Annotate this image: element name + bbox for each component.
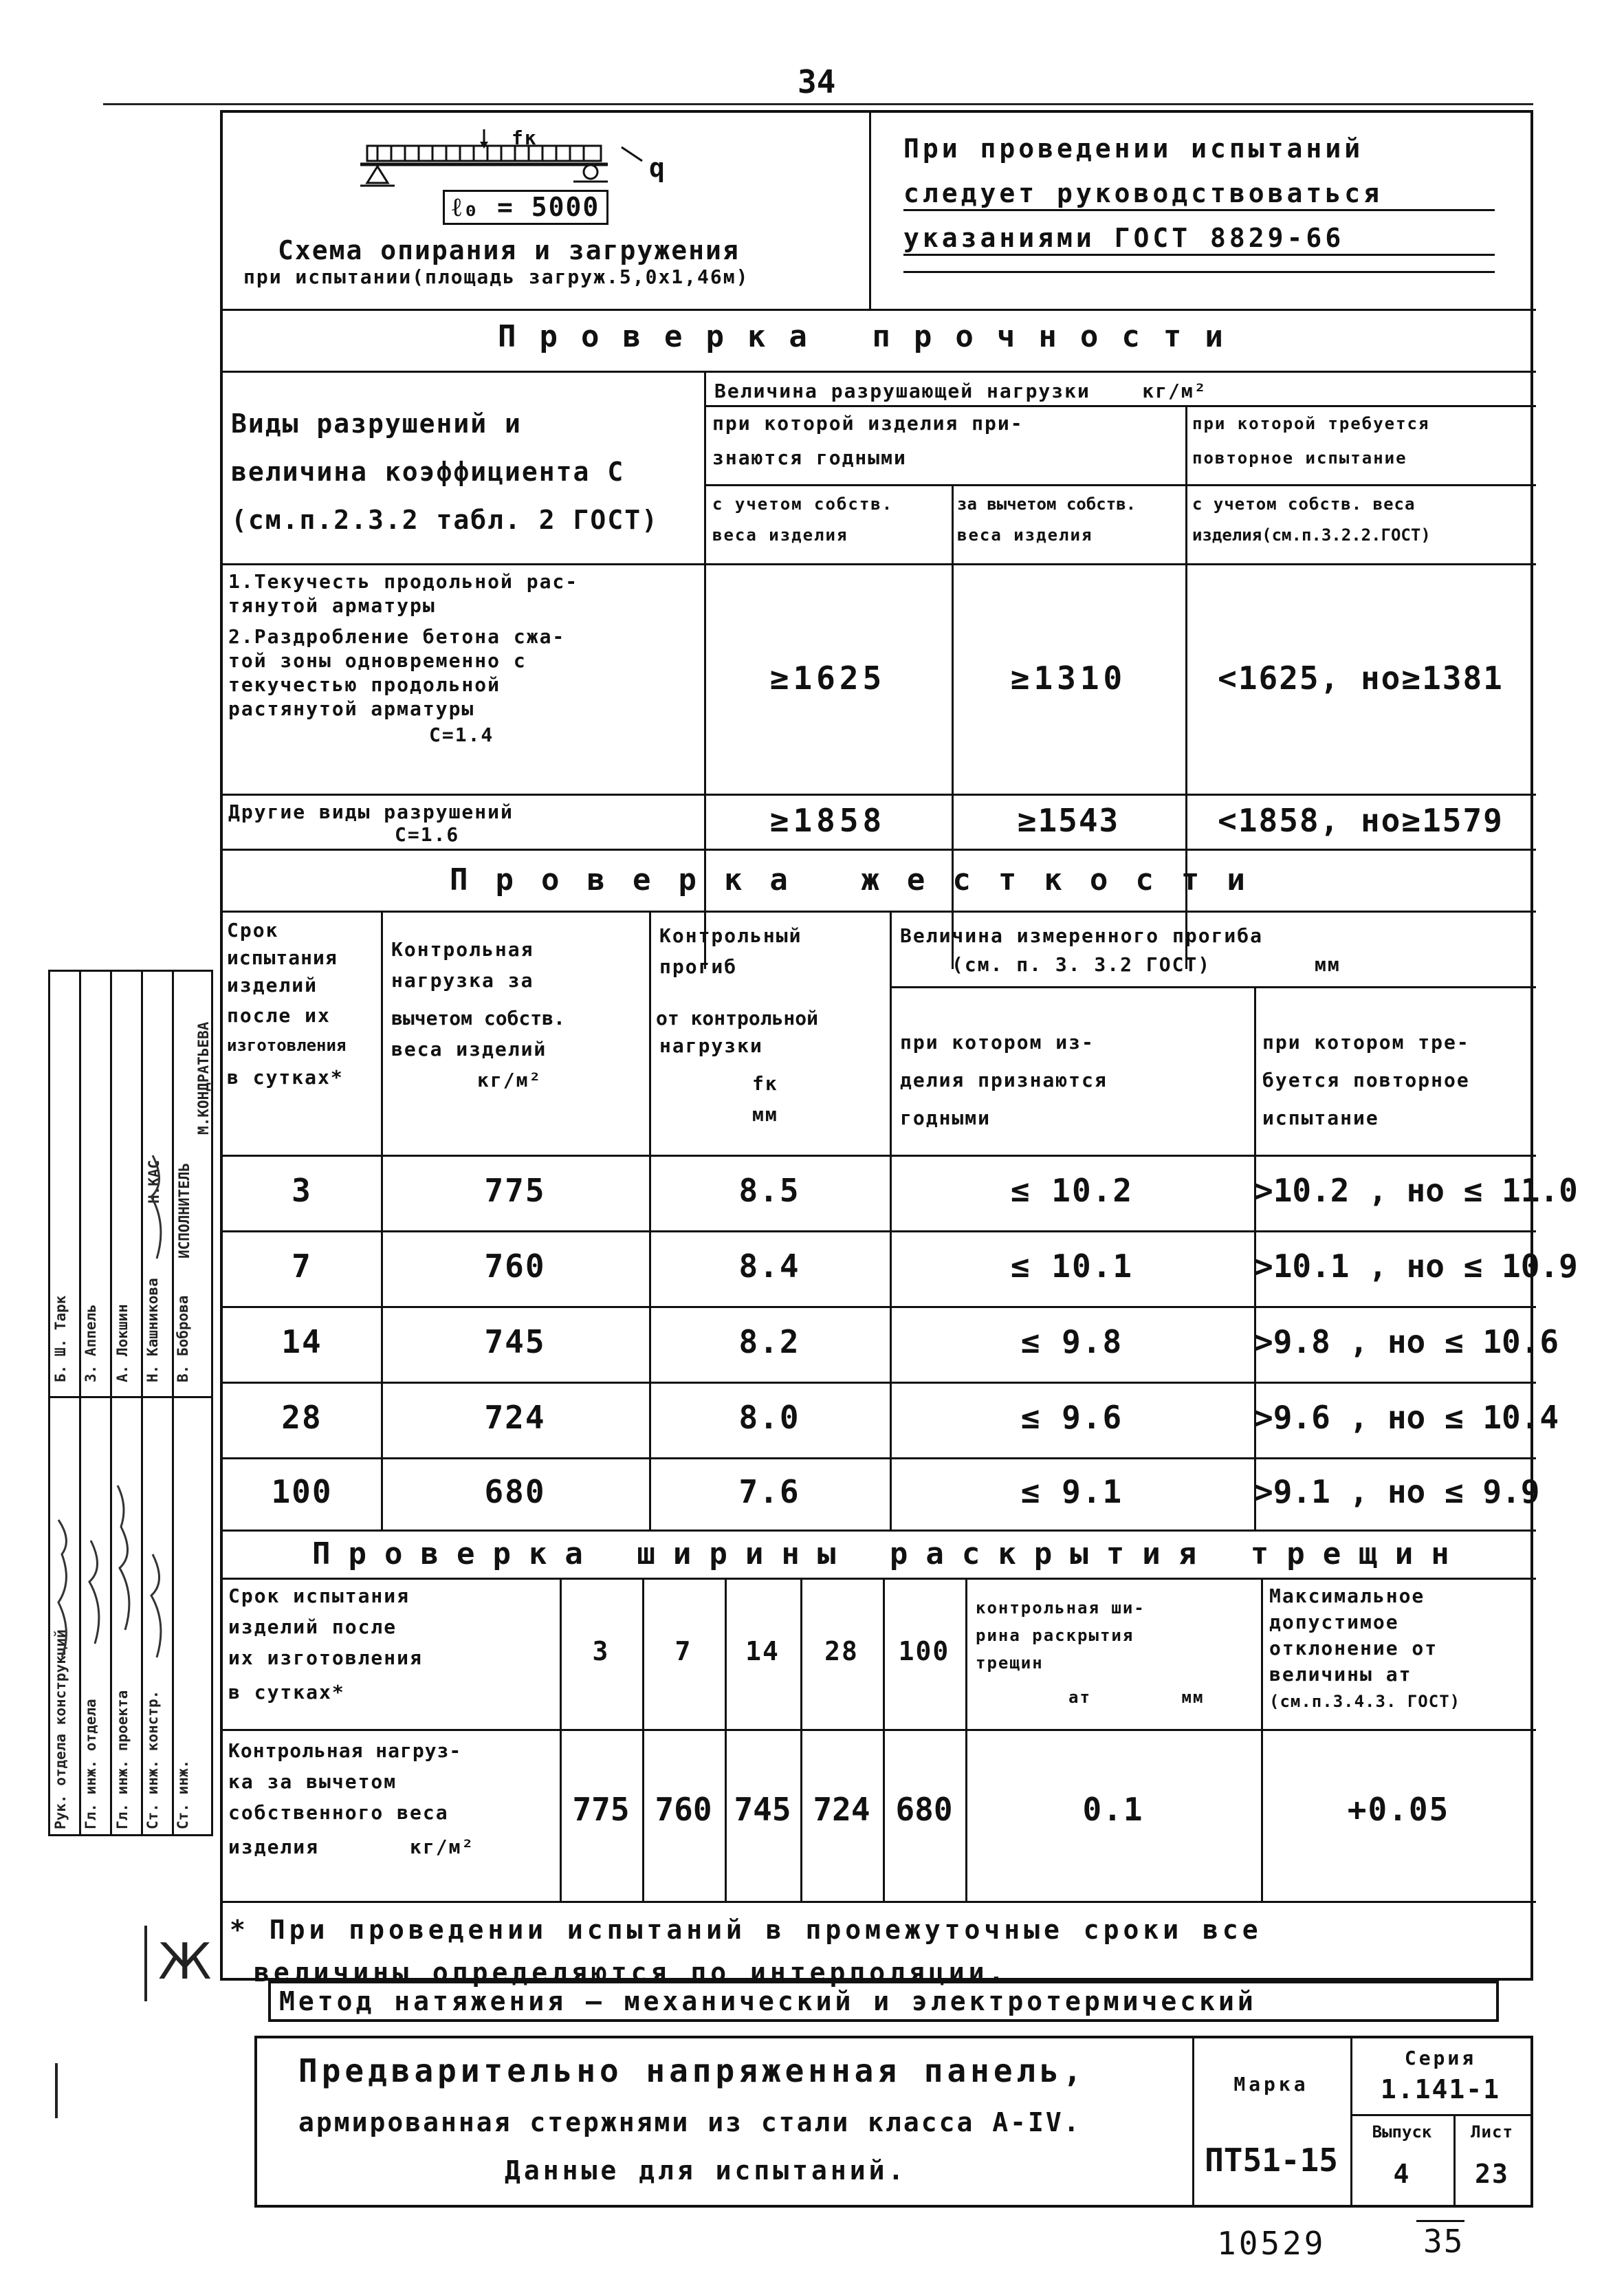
cracks-age-label-3: их изготовления xyxy=(228,1646,423,1669)
defl-header-1: Контрольный xyxy=(659,924,802,947)
without-header-2: веса изделия xyxy=(957,525,1093,545)
strength-row1-without: ≥1310 xyxy=(1010,660,1127,697)
cracks-day-5: 100 xyxy=(898,1636,950,1666)
load-header-4: веса изделий xyxy=(391,1038,547,1060)
top-rule xyxy=(103,103,1533,105)
strength-kind-2: величина коэффициента С xyxy=(231,457,625,487)
cracks-dev-header-1: Максимальное xyxy=(1269,1585,1425,1607)
signature-stamp xyxy=(48,970,213,1836)
cracks-age-label-2: изделий после xyxy=(228,1615,397,1638)
stamp-col-3: М.КОНДРАТЬЕВА xyxy=(195,1021,212,1135)
stamp-name-4: Н. Кашникова xyxy=(144,1278,161,1382)
note-line-1: При проведении испытаний xyxy=(903,133,1364,164)
stamp-name-3: А. Локшин xyxy=(114,1304,131,1382)
retest-with-header-2: изделия(см.п.3.2.2.ГОСТ) xyxy=(1192,525,1431,545)
retest-header-2: повторное испытание xyxy=(1192,448,1407,468)
note-line-3: указаниями ГОСТ 8829-66 xyxy=(903,223,1345,253)
stiffness-title: Проверка жесткости xyxy=(450,862,1273,897)
cracks-load-5: 680 xyxy=(895,1791,953,1828)
footnote-line-1: * При проведении испытаний в промежуточные сроки все xyxy=(230,1915,1262,1945)
cracks-width-header-1: контрольная ши- xyxy=(976,1598,1145,1618)
marka-label: Марка xyxy=(1233,2073,1309,2096)
stiff-row4-retest: >9.6 , но ≤ 10.4 xyxy=(1254,1399,1559,1436)
cracks-day-4: 28 xyxy=(824,1636,859,1666)
binding-mark xyxy=(55,2063,58,2118)
strength-title: Проверка прочности xyxy=(498,319,1247,354)
with-header-1: с учетом собств. xyxy=(712,494,894,514)
stamp-role-4: Ст. инж. констр. xyxy=(144,1690,161,1829)
stiff-row5-age: 100 xyxy=(271,1473,333,1510)
note-line-2: следует руководствоваться xyxy=(903,178,1383,208)
strength-kind-1: Виды разрушений и xyxy=(231,409,522,439)
stamp-name-5: В. Боброва xyxy=(175,1295,191,1382)
cracks-load-2: 760 xyxy=(655,1791,712,1828)
stamp-role-2: Гл. инж. отдела xyxy=(83,1699,99,1829)
strength-row1-kind-2: тянутой арматуры xyxy=(228,594,436,617)
strength-row1-kind-7: С=1.4 xyxy=(429,723,494,746)
stamp-col-2: ИСПОЛНИТЕЛЬ xyxy=(176,1162,193,1259)
defl-header-6: мм xyxy=(752,1103,778,1126)
strength-row2-with: ≥1858 xyxy=(769,802,886,839)
load-header-3: вычетом собств. xyxy=(391,1007,565,1030)
cracks-day-1: 3 xyxy=(592,1636,610,1666)
issue-label: Выпуск xyxy=(1372,2122,1432,2142)
cracks-dev-header-5: (см.п.3.4.3. ГОСТ) xyxy=(1269,1692,1461,1711)
strength-load-header: Величина разрушающей нагрузки кг/м² xyxy=(714,380,1207,402)
footnote-line-2: величины определяются по интерполяции. xyxy=(254,1957,1009,1988)
cracks-load-label-3: собственного веса xyxy=(228,1801,449,1824)
strength-row1-kind-6: растянутой арматуры xyxy=(228,697,475,720)
title-name-3: Данные для испытаний. xyxy=(505,2155,908,2186)
measured-accept-3: годными xyxy=(900,1107,991,1129)
strength-row2-kind-1: Другие виды разрушений xyxy=(228,801,514,823)
cracks-title: Проверка ширины раскрытия трещин xyxy=(312,1536,1467,1571)
defl-header-3: от контрольной xyxy=(656,1007,819,1030)
cracks-age-label-1: Срок испытания xyxy=(228,1585,410,1607)
stiff-row1-defl: 8.5 xyxy=(738,1172,800,1209)
series-value: 1.141-1 xyxy=(1380,2074,1501,2104)
stiff-row5-accept: ≤ 9.1 xyxy=(1020,1473,1123,1510)
retest-with-header-1: с учетом собств. веса xyxy=(1192,494,1416,514)
strength-row1-kind-4: той зоны одновременно с xyxy=(228,649,527,672)
strength-kind-3: (см.п.2.3.2 табл. 2 ГОСТ) xyxy=(231,505,659,535)
strength-row1-retest: <1625, но≥1381 xyxy=(1218,660,1504,697)
stamp-name-1: Б. Ш. Тарк xyxy=(52,1295,69,1382)
age-header-1: Срок xyxy=(227,919,279,941)
load-header-1: Контрольная xyxy=(391,938,534,961)
cracks-dev-header-2: допустимое xyxy=(1269,1611,1399,1633)
margin-mark-rule xyxy=(144,1926,147,2001)
stiff-row2-retest: >10.1 , но ≤ 10.9 xyxy=(1254,1248,1578,1285)
cracks-dev-header-4: величины aт xyxy=(1269,1663,1412,1686)
span-label: ℓ₀ = 5000 xyxy=(443,190,608,225)
stamp-role-1: Рук. отдела конструкций xyxy=(52,1629,69,1829)
stamp-role-3: Гл. инж. проекта xyxy=(114,1690,131,1829)
method-label: Метод натяжения — механический и электротермический xyxy=(268,1981,1499,2022)
series-label: Серия xyxy=(1404,2047,1477,2069)
stiff-row3-age: 14 xyxy=(281,1323,322,1360)
accept-header-2: знаются годными xyxy=(712,446,907,469)
cracks-load-4: 724 xyxy=(813,1791,870,1828)
stamp-role-5: Ст. инж. xyxy=(175,1759,191,1829)
handwritten-signatures xyxy=(48,970,213,1836)
stiff-row2-accept: ≤ 10.1 xyxy=(1010,1248,1134,1285)
stiff-row3-defl: 8.2 xyxy=(738,1323,800,1360)
accept-header-1: при которой изделия при- xyxy=(712,412,1024,435)
strength-row1-kind-5: текучестью продольной xyxy=(228,673,501,696)
stiff-row1-retest: >10.2 , но ≤ 11.0 xyxy=(1254,1172,1578,1209)
measured-retest-1: при котором тре- xyxy=(1262,1031,1470,1054)
stiff-row2-age: 7 xyxy=(292,1248,312,1285)
issue-value: 4 xyxy=(1393,2159,1411,2189)
measured-accept-1: при котором из- xyxy=(900,1031,1095,1054)
cracks-width-header-4: aт мм xyxy=(1068,1688,1205,1707)
stiff-row5-load: 680 xyxy=(484,1473,546,1510)
load-header-5: кг/м² xyxy=(477,1069,542,1091)
deflection-label: fк xyxy=(512,127,538,149)
age-header-4: после их xyxy=(227,1004,331,1027)
stiff-row3-retest: >9.8 , но ≤ 10.6 xyxy=(1254,1323,1559,1360)
strength-row2-retest: <1858, но≥1579 xyxy=(1218,802,1504,839)
stiff-row5-retest: >9.1 , но ≤ 9.9 xyxy=(1254,1473,1540,1510)
cracks-width-header-2: рина раскрытия xyxy=(976,1626,1134,1645)
margin-mark: Ж xyxy=(158,1933,212,1990)
sheet-label: Лист xyxy=(1471,2122,1513,2142)
stiff-row3-accept: ≤ 9.8 xyxy=(1020,1323,1123,1360)
sheet-value: 23 xyxy=(1475,2159,1509,2189)
cracks-deviation-value: +0.05 xyxy=(1347,1791,1450,1828)
stiff-row5-defl: 7.6 xyxy=(738,1473,800,1510)
cracks-age-label-4: в сутках* xyxy=(228,1681,345,1703)
age-header-2: испытания xyxy=(227,946,338,969)
measured-retest-3: испытание xyxy=(1262,1107,1379,1129)
stamp-col-1: Н.КАС xyxy=(146,1160,162,1204)
cracks-day-3: 14 xyxy=(745,1636,780,1666)
cracks-day-2: 7 xyxy=(674,1636,692,1666)
age-header-3: изделий xyxy=(227,974,318,997)
stiff-row4-load: 724 xyxy=(484,1399,546,1436)
stiff-row2-load: 760 xyxy=(484,1248,546,1285)
scheme-caption-1: Схема опирания и загружения xyxy=(278,235,740,265)
cracks-dev-header-3: отклонение от xyxy=(1269,1637,1438,1659)
without-header-1: за вычетом собств. xyxy=(957,494,1137,514)
retest-header-1: при которой требуется xyxy=(1192,414,1430,433)
title-name-1: Предварительно напряженная панель, xyxy=(298,2052,1086,2089)
measured-retest-2: буется повторное xyxy=(1262,1069,1470,1091)
stiff-row4-defl: 8.0 xyxy=(738,1399,800,1436)
page-number: 34 xyxy=(798,63,836,100)
measured-header-2: (см. п. 3. 3.2 ГОСТ) мм xyxy=(952,953,1341,976)
stiff-row4-accept: ≤ 9.6 xyxy=(1020,1399,1123,1436)
loading-scheme xyxy=(326,127,683,230)
strength-row2-without: ≥1543 xyxy=(1017,802,1120,839)
stiff-row1-age: 3 xyxy=(292,1172,312,1209)
title-block xyxy=(254,2036,1533,2208)
stiff-row2-defl: 8.4 xyxy=(738,1248,800,1285)
bottom-page-number: 35 xyxy=(1423,2223,1464,2260)
stiff-row3-load: 745 xyxy=(484,1323,546,1360)
cracks-load-1: 775 xyxy=(572,1791,630,1828)
load-label: q xyxy=(649,153,666,183)
bottom-number-rule xyxy=(1416,2220,1464,2222)
cracks-width-header-3: трещин xyxy=(976,1653,1044,1673)
with-header-2: веса изделия xyxy=(712,525,848,545)
measured-accept-2: делия признаются xyxy=(900,1069,1108,1091)
strength-row2-kind-2: С=1.6 xyxy=(395,823,460,846)
strength-row1-kind-1: 1.Текучесть продольной рас- xyxy=(228,570,579,593)
age-header-6: в сутках* xyxy=(227,1066,344,1089)
strength-row1-with: ≥1625 xyxy=(769,660,886,697)
cracks-load-3: 745 xyxy=(734,1791,791,1828)
measured-header-1: Величина измеренного прогиба xyxy=(900,924,1264,947)
stamp-name-2: З. Аппель xyxy=(83,1304,99,1382)
load-header-2: нагрузка за xyxy=(391,969,534,992)
stiff-row4-age: 28 xyxy=(281,1399,322,1436)
marka-value: ПТ51-15 xyxy=(1205,2142,1338,2179)
archive-number: 10529 xyxy=(1217,2225,1326,2262)
cracks-load-label-1: Контрольная нагруз- xyxy=(228,1739,462,1762)
defl-header-2: прогиб xyxy=(659,955,738,978)
strength-row1-kind-3: 2.Раздробление бетона сжа- xyxy=(228,625,566,648)
stiff-row1-accept: ≤ 10.2 xyxy=(1010,1172,1134,1209)
title-name-2: армированная стержнями из стали класса А-IV. xyxy=(298,2107,1082,2137)
drawing-frame xyxy=(220,110,1578,1988)
scheme-caption-2: при испытании(площадь загруж.5,0х1,46м) xyxy=(243,265,749,288)
cracks-load-label-2: ка за вычетом xyxy=(228,1770,397,1793)
defl-header-4: нагрузки xyxy=(659,1034,763,1057)
stiff-row1-load: 775 xyxy=(484,1172,546,1209)
cracks-width-value: 0.1 xyxy=(1082,1791,1144,1828)
cracks-load-label-4: изделия кг/м² xyxy=(228,1836,475,1858)
defl-header-5: fк xyxy=(752,1072,778,1095)
age-header-5: изготовления xyxy=(227,1036,347,1055)
